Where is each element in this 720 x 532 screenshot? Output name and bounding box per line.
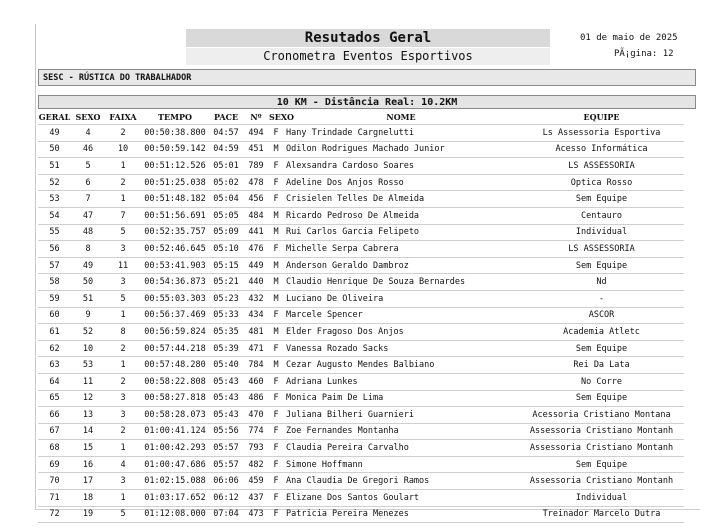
cell-pace: 05:23 (209, 290, 243, 307)
cell-sexo: F (269, 191, 283, 208)
col-header-sexo-rank: SEXO (71, 110, 105, 125)
cell-sexo-rank: 4 (71, 125, 105, 142)
cell-faixa: 1 (105, 158, 141, 175)
cell-pace: 05:35 (209, 324, 243, 341)
cell-equipe: Acesso Informática (519, 141, 684, 158)
cell-pace: 04:57 (209, 125, 243, 142)
cell-nome: Juliana Bilheri Guarnieri (283, 407, 519, 424)
cell-nome: Elizane Dos Santos Goulart (283, 490, 519, 507)
cell-faixa: 3 (105, 241, 141, 258)
cell-nome: Odilon Rodrigues Machado Junior (283, 141, 519, 158)
cell-sexo-rank: 46 (71, 141, 105, 158)
cell-sexo-rank: 17 (71, 473, 105, 490)
cell-equipe: Assessoria Cristiano Montanh (519, 440, 684, 457)
table-row (38, 207, 684, 224)
cell-equipe: No Corre (519, 373, 684, 390)
cell-sexo-rank: 50 (71, 274, 105, 291)
cell-sexo: F (269, 241, 283, 258)
report-title: Resutados Geral (186, 29, 550, 47)
cell-faixa: 2 (105, 373, 141, 390)
cell-numero: 456 (243, 191, 269, 208)
table-row (38, 357, 684, 374)
cell-sexo-rank: 18 (71, 490, 105, 507)
cell-geral: 53 (38, 191, 71, 208)
cell-numero: 784 (243, 357, 269, 374)
cell-pace: 05:02 (209, 174, 243, 191)
cell-sexo: F (269, 340, 283, 357)
cell-nome: Marcele Spencer (283, 307, 519, 324)
cell-pace: 05:05 (209, 207, 243, 224)
cell-sexo: M (269, 357, 283, 374)
category-heading: 10 KM - Distância Real: 10.2KM (38, 95, 696, 109)
cell-sexo-rank: 7 (71, 191, 105, 208)
cell-sexo-rank: 9 (71, 307, 105, 324)
col-header-sexo: SEXO (269, 110, 283, 125)
cell-tempo: 00:55:03.303 (141, 290, 209, 307)
cell-faixa: 7 (105, 207, 141, 224)
cell-faixa: 5 (105, 224, 141, 241)
cell-geral: 70 (38, 473, 71, 490)
cell-sexo: M (269, 224, 283, 241)
cell-sexo-rank: 48 (71, 224, 105, 241)
cell-equipe: Academia Atletc (519, 324, 684, 341)
table-row (38, 324, 684, 341)
table-row (38, 125, 684, 142)
cell-faixa: 2 (105, 125, 141, 142)
cell-numero: 432 (243, 290, 269, 307)
cell-sexo-rank: 16 (71, 456, 105, 473)
cell-sexo: F (269, 158, 283, 175)
cell-pace: 05:43 (209, 373, 243, 390)
cell-nome: Crisielen Telles De Almeida (283, 191, 519, 208)
cell-equipe: Centauro (519, 207, 684, 224)
cell-pace: 05:21 (209, 274, 243, 291)
cell-equipe: Acessoria Cristiano Montana (519, 407, 684, 424)
cell-sexo: F (269, 456, 283, 473)
cell-tempo: 00:51:48.182 (141, 191, 209, 208)
cell-pace: 05:33 (209, 307, 243, 324)
cell-nome: Anderson Geraldo Dambroz (283, 257, 519, 274)
table-row (38, 224, 684, 241)
cell-sexo: M (269, 207, 283, 224)
cell-faixa: 2 (105, 423, 141, 440)
cell-equipe: Nd (519, 274, 684, 291)
cell-equipe: LS ASSESSORIA (519, 158, 684, 175)
cell-faixa: 3 (105, 473, 141, 490)
cell-tempo: 00:58:27.818 (141, 390, 209, 407)
cell-tempo: 01:02:15.088 (141, 473, 209, 490)
cell-tempo: 00:57:48.280 (141, 357, 209, 374)
cell-geral: 71 (38, 490, 71, 507)
cell-sexo: F (269, 407, 283, 424)
cell-pace: 04:59 (209, 141, 243, 158)
table-row (38, 423, 684, 440)
cell-sexo: M (269, 274, 283, 291)
event-name: SESC - RÚSTICA DO TRABALHADOR (38, 69, 696, 86)
page-number: PÃ¡gina: 12 (614, 49, 674, 59)
cell-geral: 62 (38, 340, 71, 357)
cell-faixa: 1 (105, 440, 141, 457)
cell-pace: 05:04 (209, 191, 243, 208)
table-row (38, 241, 684, 258)
table-row (38, 174, 684, 191)
cell-faixa: 3 (105, 390, 141, 407)
cell-geral: 58 (38, 274, 71, 291)
cell-nome: Rui Carlos Garcia Felipeto (283, 224, 519, 241)
table-row (38, 141, 684, 158)
col-header-equipe: EQUIPE (519, 110, 684, 125)
cell-nome: Ricardo Pedroso De Almeida (283, 207, 519, 224)
cell-geral: 68 (38, 440, 71, 457)
cell-nome: Claudia Pereira Carvalho (283, 440, 519, 457)
cell-faixa: 2 (105, 174, 141, 191)
cell-numero: 486 (243, 390, 269, 407)
cell-sexo-rank: 47 (71, 207, 105, 224)
cell-numero: 441 (243, 224, 269, 241)
cell-tempo: 00:50:59.142 (141, 141, 209, 158)
cell-nome: Monica Paim De Lima (283, 390, 519, 407)
results-table (38, 110, 684, 523)
cell-numero: 473 (243, 506, 269, 523)
cell-tempo: 00:51:12.526 (141, 158, 209, 175)
cell-numero: 494 (243, 125, 269, 142)
cell-faixa: 10 (105, 141, 141, 158)
cell-geral: 51 (38, 158, 71, 175)
cell-nome: Hany Trindade Cargnelutti (283, 125, 519, 142)
cell-geral: 57 (38, 257, 71, 274)
cell-numero: 774 (243, 423, 269, 440)
cell-numero: 789 (243, 158, 269, 175)
col-header-tempo: TEMPO (141, 110, 209, 125)
cell-geral: 55 (38, 224, 71, 241)
cell-equipe: - (519, 290, 684, 307)
table-row (38, 191, 684, 208)
cell-pace: 05:56 (209, 423, 243, 440)
cell-tempo: 01:00:41.124 (141, 423, 209, 440)
cell-nome: Vanessa Rozado Sacks (283, 340, 519, 357)
cell-sexo-rank: 49 (71, 257, 105, 274)
cell-equipe: Ls Assessoria Esportiva (519, 125, 684, 142)
table-row (38, 456, 684, 473)
cell-faixa: 1 (105, 191, 141, 208)
cell-tempo: 00:52:35.757 (141, 224, 209, 241)
cell-tempo: 00:53:41.903 (141, 257, 209, 274)
cell-equipe: Sem Equipe (519, 456, 684, 473)
cell-faixa: 1 (105, 307, 141, 324)
cell-sexo-rank: 53 (71, 357, 105, 374)
cell-equipe: Individual (519, 224, 684, 241)
cell-pace: 05:57 (209, 456, 243, 473)
cell-tempo: 00:51:56.691 (141, 207, 209, 224)
cell-tempo: 01:03:17.652 (141, 490, 209, 507)
cell-geral: 72 (38, 506, 71, 523)
cell-sexo: F (269, 125, 283, 142)
table-row (38, 257, 684, 274)
cell-nome: Alexsandra Cardoso Soares (283, 158, 519, 175)
cell-geral: 56 (38, 241, 71, 258)
table-row (38, 274, 684, 291)
table-header-row (38, 110, 684, 125)
cell-numero: 484 (243, 207, 269, 224)
cell-numero: 449 (243, 257, 269, 274)
cell-numero: 460 (243, 373, 269, 390)
cell-faixa: 5 (105, 506, 141, 523)
cell-pace: 05:43 (209, 407, 243, 424)
cell-tempo: 00:50:38.800 (141, 125, 209, 142)
cell-faixa: 11 (105, 257, 141, 274)
cell-pace: 05:15 (209, 257, 243, 274)
table-row (38, 440, 684, 457)
cell-geral: 60 (38, 307, 71, 324)
report-subtitle: Cronometra Eventos Esportivos (186, 48, 550, 65)
cell-pace: 06:12 (209, 490, 243, 507)
cell-sexo: M (269, 257, 283, 274)
results-body (38, 125, 684, 523)
cell-equipe: Assessoria Cristiano Montanh (519, 423, 684, 440)
cell-sexo-rank: 52 (71, 324, 105, 341)
report-date: 01 de maio de 2025 (580, 33, 678, 43)
cell-sexo: F (269, 490, 283, 507)
cell-equipe: Sem Equipe (519, 191, 684, 208)
cell-geral: 65 (38, 390, 71, 407)
cell-sexo-rank: 10 (71, 340, 105, 357)
cell-tempo: 01:00:42.293 (141, 440, 209, 457)
col-header-faixa: FAIXA (105, 110, 141, 125)
cell-geral: 49 (38, 125, 71, 142)
cell-sexo: F (269, 307, 283, 324)
cell-sexo-rank: 5 (71, 158, 105, 175)
cell-numero: 437 (243, 490, 269, 507)
cell-numero: 440 (243, 274, 269, 291)
cell-tempo: 01:00:47.686 (141, 456, 209, 473)
cell-nome: Claudio Henrique De Souza Bernardes (283, 274, 519, 291)
table-row (38, 158, 684, 175)
cell-faixa: 1 (105, 357, 141, 374)
cell-geral: 66 (38, 407, 71, 424)
cell-sexo-rank: 51 (71, 290, 105, 307)
cell-nome: Michelle Serpa Cabrera (283, 241, 519, 258)
cell-numero: 478 (243, 174, 269, 191)
cell-pace: 05:43 (209, 390, 243, 407)
cell-sexo-rank: 14 (71, 423, 105, 440)
cell-pace: 05:09 (209, 224, 243, 241)
cell-geral: 59 (38, 290, 71, 307)
table-row (38, 407, 684, 424)
cell-pace: 05:39 (209, 340, 243, 357)
cell-numero: 434 (243, 307, 269, 324)
cell-geral: 50 (38, 141, 71, 158)
cell-tempo: 00:51:25.038 (141, 174, 209, 191)
cell-sexo: F (269, 373, 283, 390)
col-header-nome: NOME (283, 110, 519, 125)
table-row (38, 473, 684, 490)
cell-equipe: Treinador Marcelo Dutra (519, 506, 684, 523)
cell-numero: 471 (243, 340, 269, 357)
table-row (38, 390, 684, 407)
cell-sexo: F (269, 440, 283, 457)
cell-numero: 470 (243, 407, 269, 424)
cell-equipe: Assessoria Cristiano Montanh (519, 473, 684, 490)
cell-tempo: 00:58:22.808 (141, 373, 209, 390)
cell-sexo: F (269, 423, 283, 440)
table-row (38, 307, 684, 324)
cell-equipe: Sem Equipe (519, 340, 684, 357)
cell-sexo-rank: 13 (71, 407, 105, 424)
cell-geral: 54 (38, 207, 71, 224)
cell-sexo-rank: 19 (71, 506, 105, 523)
cell-sexo: M (269, 141, 283, 158)
cell-numero: 451 (243, 141, 269, 158)
table-row (38, 506, 684, 523)
cell-sexo-rank: 8 (71, 241, 105, 258)
cell-equipe: Rei Da Lata (519, 357, 684, 374)
cell-geral: 61 (38, 324, 71, 341)
cell-pace: 05:10 (209, 241, 243, 258)
cell-faixa: 8 (105, 324, 141, 341)
cell-equipe: Sem Equipe (519, 257, 684, 274)
cell-sexo-rank: 11 (71, 373, 105, 390)
cell-geral: 52 (38, 174, 71, 191)
cell-equipe: Individual (519, 490, 684, 507)
table-row (38, 490, 684, 507)
cell-tempo: 00:54:36.873 (141, 274, 209, 291)
cell-numero: 459 (243, 473, 269, 490)
cell-pace: 07:04 (209, 506, 243, 523)
cell-pace: 05:57 (209, 440, 243, 457)
cell-sexo: F (269, 506, 283, 523)
table-row (38, 290, 684, 307)
table-row (38, 340, 684, 357)
col-header-geral: GERAL (38, 110, 71, 125)
cell-sexo-rank: 15 (71, 440, 105, 457)
cell-sexo: F (269, 390, 283, 407)
cell-nome: Elder Fragoso Dos Anjos (283, 324, 519, 341)
cell-sexo: F (269, 174, 283, 191)
cell-numero: 476 (243, 241, 269, 258)
cell-nome: Patricia Pereira Menezes (283, 506, 519, 523)
cell-tempo: 00:57:44.218 (141, 340, 209, 357)
cell-equipe: LS ASSESSORIA (519, 241, 684, 258)
cell-pace: 05:01 (209, 158, 243, 175)
cell-faixa: 3 (105, 274, 141, 291)
cell-sexo: F (269, 473, 283, 490)
cell-geral: 64 (38, 373, 71, 390)
cell-sexo-rank: 6 (71, 174, 105, 191)
cell-nome: Zoe Fernandes Montanha (283, 423, 519, 440)
col-header-numero: Nº (243, 110, 269, 125)
cell-numero: 482 (243, 456, 269, 473)
cell-faixa: 3 (105, 407, 141, 424)
cell-nome: Ana Claudia De Gregori Ramos (283, 473, 519, 490)
cell-faixa: 4 (105, 456, 141, 473)
cell-nome: Luciano De Oliveira (283, 290, 519, 307)
cell-faixa: 2 (105, 340, 141, 357)
cell-nome: Adeline Dos Anjos Rosso (283, 174, 519, 191)
cell-pace: 06:06 (209, 473, 243, 490)
cell-nome: Simone Hoffmann (283, 456, 519, 473)
cell-sexo-rank: 12 (71, 390, 105, 407)
cell-nome: Adriana Lunkes (283, 373, 519, 390)
cell-equipe: Sem Equipe (519, 390, 684, 407)
cell-equipe: Optica Rosso (519, 174, 684, 191)
cell-numero: 481 (243, 324, 269, 341)
cell-faixa: 5 (105, 290, 141, 307)
cell-pace: 05:40 (209, 357, 243, 374)
table-row (38, 373, 684, 390)
cell-geral: 67 (38, 423, 71, 440)
cell-tempo: 00:52:46.645 (141, 241, 209, 258)
cell-tempo: 01:12:08.000 (141, 506, 209, 523)
cell-faixa: 1 (105, 490, 141, 507)
left-margin-rule (35, 24, 36, 509)
cell-tempo: 00:56:37.469 (141, 307, 209, 324)
cell-sexo: M (269, 290, 283, 307)
cell-geral: 69 (38, 456, 71, 473)
cell-geral: 63 (38, 357, 71, 374)
cell-sexo: M (269, 324, 283, 341)
cell-nome: Cezar Augusto Mendes Balbiano (283, 357, 519, 374)
cell-tempo: 00:58:28.073 (141, 407, 209, 424)
cell-numero: 793 (243, 440, 269, 457)
cell-equipe: ASCOR (519, 307, 684, 324)
col-header-pace: PACE (209, 110, 243, 125)
cell-tempo: 00:56:59.824 (141, 324, 209, 341)
